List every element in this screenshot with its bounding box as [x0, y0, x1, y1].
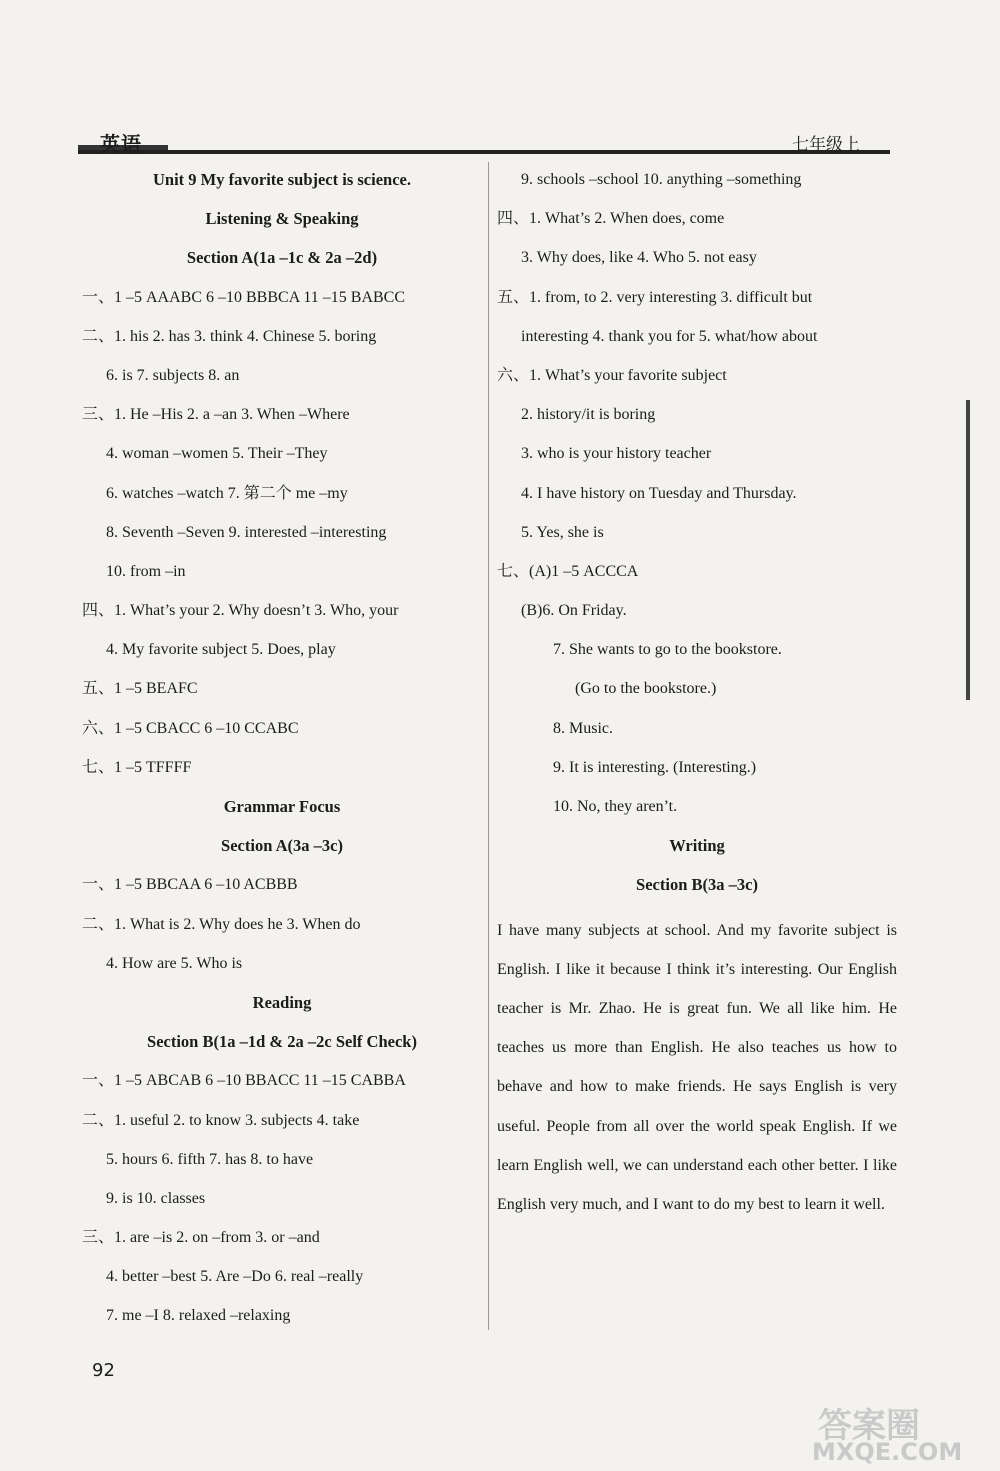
answer-line: 5. hours 6. fifth 7. has 8. to have	[106, 1150, 314, 1168]
answer-line: 六、1 –5 CBACC 6 –10 CCABC	[82, 719, 299, 737]
section-heading: Section A(3a –3c)	[221, 836, 343, 856]
answer-line: 4. How are 5. Who is	[106, 954, 243, 972]
answer-line: 4. My favorite subject 5. Does, play	[106, 641, 336, 659]
answer-line: 4. better –best 5. Are –Do 6. real –really	[106, 1268, 364, 1286]
answer-line: 8. Music.	[553, 719, 613, 737]
answer-line: 7. She wants to go to the bookstore.	[553, 641, 782, 659]
answer-line: 9. It is interesting. (Interesting.)	[553, 758, 757, 776]
answer-line: 五、1. from, to 2. very interesting 3. difficult but	[497, 288, 813, 306]
answer-line: 2. history/it is boring	[521, 406, 656, 424]
answer-line: 三、1. He –His 2. a –an 3. When –Where	[82, 406, 350, 424]
right-column-answers	[497, 166, 897, 911]
answer-line: 7. me –I 8. relaxed –relaxing	[106, 1307, 291, 1325]
answer-line: 六、1. What’s your favorite subject	[497, 366, 727, 384]
header-grade: 七年级上	[792, 135, 860, 155]
answer-line: 二、1. What is 2. Why does he 3. When do	[82, 915, 361, 933]
answer-line: 七、(A)1 –5 ACCCA	[497, 562, 639, 580]
section-heading: Reading	[252, 992, 312, 1012]
header-subject: 英语	[100, 132, 142, 156]
answer-line: 三、1. are –is 2. on –from 3. or –and	[82, 1229, 320, 1247]
answer-line: 七、1 –5 TFFFF	[82, 758, 192, 776]
answer-line: 6. is 7. subjects 8. an	[106, 366, 240, 384]
section-heading: Grammar Focus	[223, 797, 341, 816]
answer-line: 8. Seventh –Seven 9. interested –interesting	[106, 523, 387, 541]
writing-essay: I have many subjects at school. And my favorite subject is English. I like it because I think it’s interesting. Our English teacher is Mr. Zhao. He is great fun. We all like him. He teaches us more than English. He also teaches us how to behave and how to make friends. He says English is very useful. People from all over the world speak English. If we learn English well, we can understand each other better. I like English very much, and I want to do my best to learn it well.	[497, 921, 897, 1213]
answer-line: 4. woman –women 5. Their –They	[106, 445, 328, 463]
answer-line: 四、1. What’s 2. When does, come	[497, 210, 725, 228]
answer-line: 二、1. his 2. has 3. think 4. Chinese 5. boring	[82, 327, 377, 345]
answer-line: 5. Yes, she is	[521, 523, 604, 541]
section-heading: Section B(3a –3c)	[636, 875, 758, 895]
answer-line: 一、1 –5 AAABC 6 –10 BBBCA 11 –15 BABCC	[82, 288, 406, 306]
section-heading: Section A(1a –1c & 2a –2d)	[186, 248, 378, 268]
answer-line: (Go to the bookstore.)	[575, 680, 717, 698]
answer-line: 9. schools –school 10. anything –something	[521, 171, 802, 188]
answer-line: 四、1. What’s your 2. Why doesn’t 3. Who, your	[82, 602, 399, 620]
header-rule	[78, 150, 890, 154]
right-column	[497, 166, 897, 1224]
answer-line: 一、1 –5 BBCAA 6 –10 ACBBB	[82, 876, 298, 894]
answer-line: interesting 4. thank you for 5. what/how about	[521, 327, 818, 345]
page-edge-mark	[966, 400, 970, 700]
section-heading: Unit 9 My favorite subject is science.	[153, 170, 411, 189]
answer-line: 10. from –in	[106, 562, 186, 580]
watermark-url: MXQE.COM	[812, 1438, 963, 1466]
answer-line: 4. I have history on Tuesday and Thursday.	[521, 484, 797, 502]
answer-line: (B)6. On Friday.	[521, 602, 627, 620]
column-divider	[488, 162, 489, 1330]
answer-line: 3. Why does, like 4. Who 5. not easy	[521, 249, 757, 267]
answer-line: 3. who is your history teacher	[521, 445, 712, 463]
answer-line: 二、1. useful 2. to know 3. subjects 4. take	[82, 1111, 360, 1129]
page-header	[78, 128, 890, 158]
left-column	[82, 166, 482, 1342]
page-number: 92	[92, 1360, 115, 1381]
answer-line: 一、1 –5 ABCAB 6 –10 BBACC 11 –15 CABBA	[82, 1072, 406, 1090]
answer-line: 10. No, they aren’t.	[553, 798, 678, 815]
section-heading: Listening & Speaking	[205, 209, 359, 229]
answer-line: 6. watches –watch 7. 第二个 me –my	[106, 484, 348, 502]
section-heading: Writing	[669, 836, 725, 856]
answer-line: 9. is 10. classes	[106, 1189, 206, 1207]
answer-line: 五、1 –5 BEAFC	[82, 680, 198, 698]
section-heading: Section B(1a –1d & 2a –2c Self Check)	[147, 1032, 417, 1052]
watermark-logo: 答案圈	[818, 1406, 920, 1446]
